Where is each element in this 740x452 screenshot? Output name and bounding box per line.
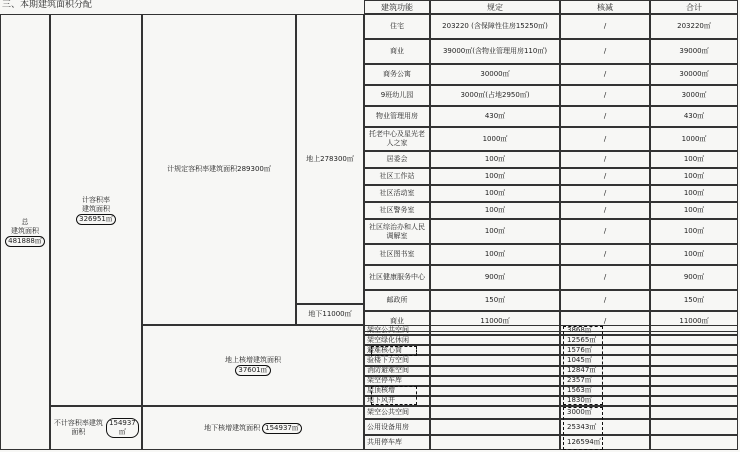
row-gui: [430, 64, 560, 85]
hz-total: [650, 366, 738, 376]
hz-func-text: 架空绿化休闲: [367, 335, 409, 344]
gd-area-cell: [142, 14, 296, 325]
hz-gui: [430, 386, 560, 396]
hz-total: [650, 376, 738, 386]
dx-total: [650, 435, 738, 450]
row-func-text: 居委会: [386, 155, 408, 163]
row-he-text: /: [603, 206, 607, 214]
row-gui-text: 11000㎡: [480, 317, 510, 325]
dxhz-value: 154937㎡: [262, 423, 302, 434]
row-total-text: 100㎡: [683, 155, 705, 163]
highlight-hz-values: [563, 326, 603, 405]
row-total-text: 900㎡: [683, 273, 705, 281]
row-total: [650, 151, 738, 168]
hz-func-text: 地下风井: [367, 396, 395, 405]
row-he: [560, 168, 650, 185]
row-func-text: 社区综治办和人民调解室: [369, 222, 425, 240]
row-gui: [430, 219, 560, 244]
above-label: 地上278300㎡: [306, 154, 354, 163]
row-total: [650, 290, 738, 311]
jr-value: 326951㎡: [76, 214, 116, 225]
hz-func: [364, 335, 430, 345]
hz-func: [364, 376, 430, 386]
row-he-text: /: [603, 47, 607, 55]
row-gui: [430, 106, 560, 127]
hz-value: 37601㎡: [235, 365, 270, 376]
row-func-text: 商务公寓: [383, 70, 411, 78]
below-cell: [296, 304, 364, 325]
hz-he-text: 2357㎡: [567, 376, 592, 385]
row-he-text: /: [603, 70, 607, 78]
hz-gui: [430, 376, 560, 386]
dx-func-text: 共用停车库: [367, 438, 402, 446]
header-he-text: 核减: [597, 2, 613, 12]
row-gui: [430, 185, 560, 202]
row-func: [364, 14, 430, 39]
jr-area-cell: [50, 14, 142, 406]
row-he: [560, 64, 650, 85]
row-he-text: /: [603, 134, 607, 143]
row-he: [560, 265, 650, 290]
hz-total: [650, 335, 738, 345]
row-gui-text: 3000㎡(占地2950㎡): [460, 91, 530, 99]
hz-gui: [430, 355, 560, 365]
row-func: [364, 106, 430, 127]
dx-he-text: 126594㎡: [567, 438, 601, 446]
dx-total: [650, 406, 738, 419]
dx-func: [364, 406, 430, 419]
bjr-value: 154937㎡: [106, 418, 139, 438]
gd-label: 计规定容积率建筑面积289300㎡: [167, 165, 271, 173]
hz-he-text: 1830㎡: [567, 396, 592, 405]
dx-func: [364, 419, 430, 435]
row-he-text: /: [603, 189, 607, 197]
dx-func-text: 公用设备用房: [367, 422, 409, 431]
dxhz-area-cell: [142, 406, 364, 450]
hz-total: [650, 325, 738, 335]
row-func-text: 社区健康服务中心: [369, 273, 425, 281]
hz-he-text: 3868㎡: [567, 325, 592, 334]
hz-func-text: 避难核心筒: [367, 345, 402, 354]
section-title: 三、本期建筑面积分配: [2, 0, 93, 10]
hz-gui: [430, 396, 560, 406]
highlight-dx-values: [563, 407, 603, 450]
hz-he-text: 1576㎡: [567, 345, 592, 354]
row-func: [364, 64, 430, 85]
row-he: [560, 14, 650, 39]
row-he: [560, 185, 650, 202]
row-gui-text: 39000㎡(含物业管理用房110㎡): [442, 47, 548, 55]
hz-total: [650, 355, 738, 365]
header-gui-text: 规定: [487, 2, 503, 12]
row-he: [560, 85, 650, 106]
row-total: [650, 265, 738, 290]
row-total: [650, 14, 738, 39]
row-func: [364, 219, 430, 244]
row-total-text: 100㎡: [683, 206, 705, 214]
row-func: [364, 185, 430, 202]
row-func-text: 邮政所: [386, 296, 408, 304]
row-func-text: 商业: [390, 317, 404, 325]
row-he-text: /: [603, 273, 607, 281]
row-func: [364, 290, 430, 311]
row-total: [650, 168, 738, 185]
row-he-text: /: [603, 91, 607, 99]
row-func-text: 9班幼儿园: [380, 91, 414, 99]
hz-area-cell: [142, 325, 364, 406]
row-func-text: 社区活动室: [379, 189, 415, 197]
hz-he-text: 1563㎡: [567, 386, 592, 395]
jr-label-2: 建筑面积: [82, 204, 110, 213]
row-total-text: 30000㎡: [679, 70, 709, 78]
row-gui: [430, 265, 560, 290]
row-he-text: /: [603, 250, 607, 258]
row-func-text: 商业: [390, 47, 404, 55]
dx-gui: [430, 406, 560, 419]
row-total-text: 203220㎡: [677, 22, 711, 30]
hz-gui: [430, 335, 560, 345]
dx-gui: [430, 435, 560, 450]
hz-he-text: 12565㎡: [567, 335, 597, 344]
dx-he-text: 25343㎡: [567, 422, 597, 431]
row-he-text: /: [603, 172, 607, 180]
bjr-label: 不计容积率建筑面积: [53, 419, 103, 436]
hz-gui: [430, 366, 560, 376]
dxhz-label: 地下核增建筑面积: [204, 423, 261, 432]
row-he: [560, 151, 650, 168]
header-func: [364, 0, 430, 14]
row-gui-text: 1000㎡: [482, 134, 508, 143]
hz-total: [650, 386, 738, 396]
hz-he-text: 1045㎡: [567, 355, 592, 364]
row-gui-text: 430㎡: [484, 112, 506, 120]
row-total: [650, 64, 738, 85]
row-he-text: /: [603, 155, 607, 163]
row-func-text: 社区警务室: [379, 206, 415, 214]
row-gui: [430, 168, 560, 185]
row-he: [560, 290, 650, 311]
row-total-text: 430㎡: [683, 112, 705, 120]
row-gui-text: 100㎡: [484, 250, 506, 258]
hz-func: [364, 366, 430, 376]
row-total: [650, 106, 738, 127]
row-gui: [430, 244, 560, 265]
row-total: [650, 202, 738, 219]
row-gui-text: 900㎡: [484, 273, 506, 281]
total-value: 481888㎡: [5, 236, 45, 247]
row-gui-text: 100㎡: [484, 206, 506, 214]
row-total: [650, 185, 738, 202]
row-func-text: 物业管理用房: [376, 112, 418, 120]
row-total-text: 150㎡: [683, 296, 705, 304]
highlight-roof: [371, 386, 417, 405]
row-total: [650, 85, 738, 106]
dx-total: [650, 419, 738, 435]
row-he: [560, 219, 650, 244]
row-gui: [430, 202, 560, 219]
row-func: [364, 127, 430, 151]
row-gui: [430, 85, 560, 106]
bjr-area-cell: [50, 406, 142, 450]
row-he: [560, 202, 650, 219]
above-cell: [296, 14, 364, 304]
dx-he-text: 3000㎡: [567, 408, 592, 416]
hz-func-text: 架空公共空间: [367, 325, 409, 334]
row-he-text: /: [603, 112, 607, 120]
row-he-text: /: [603, 227, 607, 235]
dx-func-text: 架空公共空间: [367, 408, 409, 416]
hz-func: [364, 355, 430, 365]
header-he: [560, 0, 650, 14]
row-total-text: 100㎡: [683, 227, 705, 235]
row-gui: [430, 14, 560, 39]
hz-func-text: 消防避难空间: [367, 366, 409, 375]
hz-he-text: 12847㎡: [567, 366, 597, 375]
row-gui-text: 100㎡: [484, 155, 506, 163]
row-func: [364, 202, 430, 219]
row-gui: [430, 127, 560, 151]
header-func-text: 建筑功能: [381, 2, 413, 12]
row-total-text: 11000㎡: [679, 317, 709, 325]
dx-gui: [430, 419, 560, 435]
row-total-text: 100㎡: [683, 189, 705, 197]
total-label-2: 建筑面积: [11, 226, 39, 235]
hz-func: [364, 325, 430, 335]
row-he: [560, 39, 650, 64]
row-total-text: 3000㎡: [681, 91, 707, 99]
highlight-core: [371, 346, 417, 356]
row-func: [364, 244, 430, 265]
row-func-text: 托老中心及星光老人之家: [369, 130, 425, 147]
row-func: [364, 151, 430, 168]
row-gui-text: 203220 (含保障性住房15250㎡): [442, 22, 548, 30]
row-gui-text: 100㎡: [484, 172, 506, 180]
header-total-text: 合计: [686, 2, 702, 12]
header-gui: [430, 0, 560, 14]
row-func: [364, 85, 430, 106]
row-func: [364, 265, 430, 290]
row-total-text: 1000㎡: [681, 134, 707, 143]
row-gui-text: 100㎡: [484, 227, 506, 235]
jr-label-1: 计容积率: [82, 195, 110, 204]
row-gui-text: 30000㎡: [480, 70, 510, 78]
hz-func-text: 屋顶核增: [367, 386, 395, 395]
row-total: [650, 127, 738, 151]
total-label-1: 总: [21, 217, 29, 226]
hz-func-text: 架空停车库: [367, 376, 402, 385]
hz-gui: [430, 345, 560, 355]
row-func-text: 社区图书室: [379, 250, 415, 258]
hz-total: [650, 396, 738, 406]
hz-label: 地上核增建筑面积: [225, 355, 281, 364]
row-gui: [430, 290, 560, 311]
row-gui: [430, 151, 560, 168]
below-label: 地下11000㎡: [308, 310, 352, 318]
row-he: [560, 106, 650, 127]
row-func: [364, 168, 430, 185]
row-he-text: /: [603, 317, 607, 325]
row-gui-text: 100㎡: [484, 189, 506, 197]
hz-total: [650, 345, 738, 355]
row-total: [650, 244, 738, 265]
total-area-cell: [0, 14, 50, 450]
row-gui: [430, 39, 560, 64]
row-total-text: 100㎡: [683, 172, 705, 180]
dx-func: [364, 435, 430, 450]
row-func: [364, 39, 430, 64]
hz-gui: [430, 325, 560, 335]
row-he-text: /: [603, 296, 607, 304]
hz-func-text: 验楼下方空间: [367, 355, 409, 364]
row-gui-text: 150㎡: [484, 296, 506, 304]
row-func-text: 社区工作站: [379, 172, 415, 180]
row-total: [650, 219, 738, 244]
row-total-text: 39000㎡: [679, 47, 709, 55]
row-total-text: 100㎡: [683, 250, 705, 258]
row-func-text: 住宅: [390, 22, 404, 30]
row-he-text: /: [603, 22, 607, 30]
row-he: [560, 127, 650, 151]
header-total: [650, 0, 738, 14]
row-he: [560, 244, 650, 265]
row-total: [650, 39, 738, 64]
